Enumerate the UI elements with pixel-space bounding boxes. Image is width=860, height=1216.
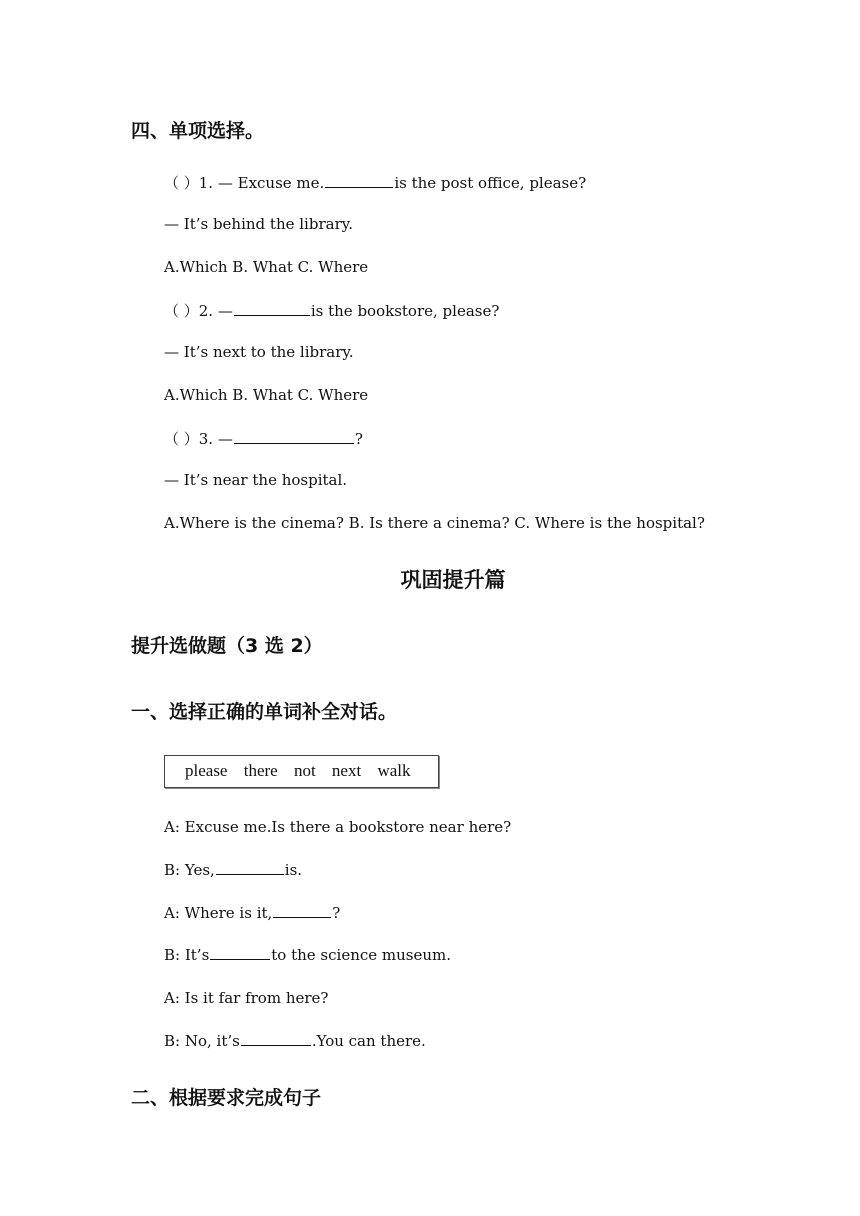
answer-blank[interactable] (216, 873, 284, 875)
question-1-suffix: is the post office, please? (394, 174, 587, 192)
question-1-options: A.Which B. What C. Where (164, 258, 369, 276)
question-1-prefix: （ ）1. — Excuse me. (164, 174, 325, 192)
question-2-suffix: is the bookstore, please? (310, 302, 500, 320)
dialog-line-2-prefix: B: Yes, (164, 861, 215, 879)
dialog-line-1: A: Excuse me.Is there a bookstore near here? (164, 818, 512, 836)
section-title-1: 一、选择正确的单词补全对话。 (131, 701, 398, 723)
dialog-line-6-prefix: B: No, it’s (164, 1032, 240, 1050)
section-title-2: 二、根据要求完成句子 (131, 1087, 322, 1109)
dialog-line-3-prefix: A: Where is it, (164, 904, 273, 922)
answer-blank[interactable] (241, 1044, 311, 1046)
dialog-line-3-suffix: ? (332, 904, 341, 922)
answer-blank[interactable] (234, 314, 310, 316)
dialog-line-5: A: Is it far from here? (164, 989, 329, 1007)
dialog-line-3 (164, 904, 340, 922)
dialog-line-6 (164, 1032, 426, 1050)
question-3-suffix: ? (354, 430, 363, 448)
answer-blank[interactable] (273, 916, 331, 918)
answer-blank[interactable] (234, 442, 354, 444)
dialog-line-2-suffix: is. (284, 861, 303, 879)
question-3 (164, 428, 363, 449)
dialog-line-6-suffix: .You can there. (311, 1032, 426, 1050)
question-2-prefix: （ ）2. — (164, 302, 233, 320)
question-2-options: A.Which B. What C. Where (164, 386, 369, 404)
question-2-answer: — It’s next to the library. (164, 343, 354, 361)
sub-section-title: 提升选做题（3 选 2） (131, 635, 323, 657)
question-1 (164, 172, 586, 193)
dialog-line-4-prefix: B: It’s (164, 946, 210, 964)
question-3-options: A.Where is the cinema? B. Is there a cinema? C. Where is the hospital? (164, 514, 705, 532)
question-1-answer: — It’s behind the library. (164, 215, 353, 233)
word-bank-box (164, 755, 439, 788)
word-bank-words: please there not next walk (185, 761, 411, 780)
dialog-line-4-suffix: to the science museum. (271, 946, 452, 964)
answer-blank[interactable] (210, 958, 270, 960)
question-2 (164, 300, 499, 321)
dialog-line-4 (164, 946, 451, 964)
question-3-answer: — It’s near the hospital. (164, 471, 348, 489)
main-section-title: 巩固提升篇 (400, 568, 506, 592)
question-3-prefix: （ ）3. — (164, 430, 233, 448)
dialog-line-2 (164, 861, 302, 879)
answer-blank[interactable] (325, 186, 393, 188)
section-title-4: 四、单项选择。 (131, 120, 265, 142)
